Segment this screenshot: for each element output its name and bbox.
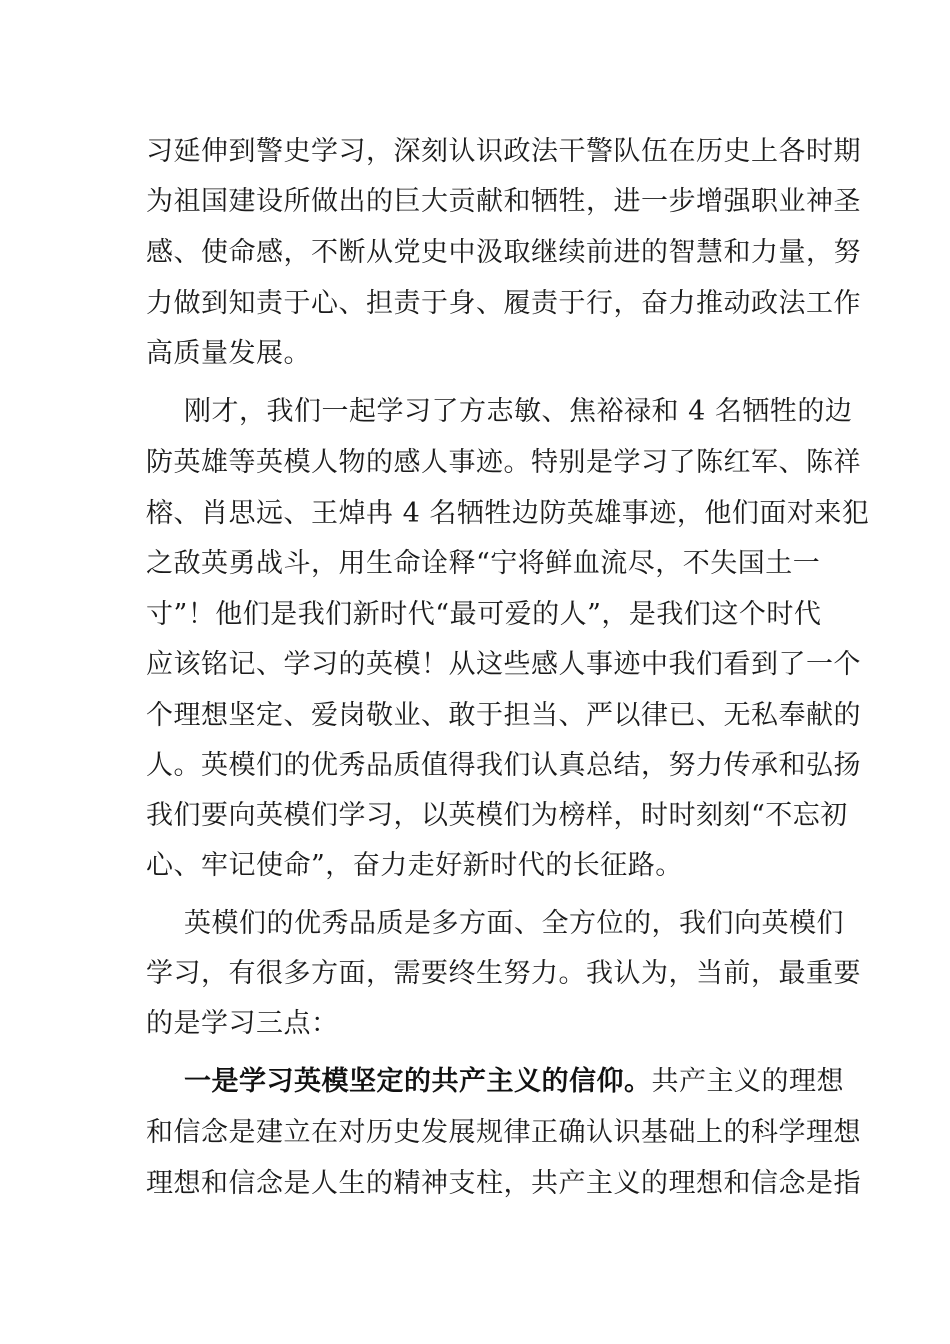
paragraph-2-line-6: 应该铭记、学习的英模！从这些感人事迹中我们看到了一个 (146, 649, 861, 680)
paragraph-2-line-4: 之敌英勇战斗，用生命诠释“宁将鲜血流尽，不失国土一 (146, 548, 821, 579)
paragraph-2-line-8: 人。英模们的优秀品质值得我们认真总结，努力传承和弘扬 (146, 750, 861, 781)
paragraph-3-line-2: 学习，有很多方面，需要终生努力。我认为，当前，最重要 (146, 958, 861, 989)
paragraph-3-line-1: 英模们的优秀品质是多方面、全方位的，我们向英模们 (184, 908, 844, 939)
paragraph-4-line-3: 理想和信念是人生的精神支柱，共产主义的理想和信念是指 (146, 1168, 861, 1199)
paragraph-2-line-5: 寸”！他们是我们新时代“最可爱的人”，是我们这个时代 (146, 599, 822, 630)
paragraph-2-line-10: 心、牢记使命”，奋力走好新时代的长征路。 (146, 850, 683, 881)
paragraph-2-line-9: 我们要向英模们学习，以英模们为榜样，时时刻刻“不忘初 (146, 800, 848, 831)
paragraph-3-line-3: 的是学习三点： (146, 1008, 339, 1039)
paragraph-2-line-3: 榕、肖思远、王焯冉 4 名牺牲边防英雄事迹，他们面对来犯 (146, 498, 870, 529)
paragraph-1-line-5: 高质量发展。 (146, 338, 311, 369)
paragraph-2-line-7: 个理想坚定、爱岗敬业、敢于担当、严以律已、无私奉献的 (146, 700, 861, 731)
paragraph-4-bold-lead: 一是学习英模坚定的共产主义的信仰。 (184, 1066, 652, 1097)
paragraph-1-line-1: 习延伸到警史学习，深刻认识政法干警队伍在历史上各时期 (146, 136, 861, 167)
paragraph-2-line-1: 刚才，我们一起学习了方志敏、焦裕禄和 4 名牺牲的边 (184, 396, 853, 427)
paragraph-4-line-1-rest: 共产主义的理想 (651, 1066, 844, 1097)
paragraph-1-line-2: 为祖国建设所做出的巨大贡献和牺牲，进一步增强职业神圣 (146, 186, 861, 217)
paragraph-2-line-2: 防英雄等英模人物的感人事迹。特别是学习了陈红军、陈祥 (146, 447, 861, 478)
paragraph-1-line-3: 感、使命感，不断从党史中汲取继续前进的智慧和力量，努 (146, 237, 861, 268)
paragraph-4-line-1 (184, 1062, 844, 1102)
paragraph-4-line-2: 和信念是建立在对历史发展规律正确认识基础上的科学理想 (146, 1117, 861, 1148)
paragraph-1-line-4: 力做到知责于心、担责于身、履责于行，奋力推动政法工作 (146, 288, 861, 319)
